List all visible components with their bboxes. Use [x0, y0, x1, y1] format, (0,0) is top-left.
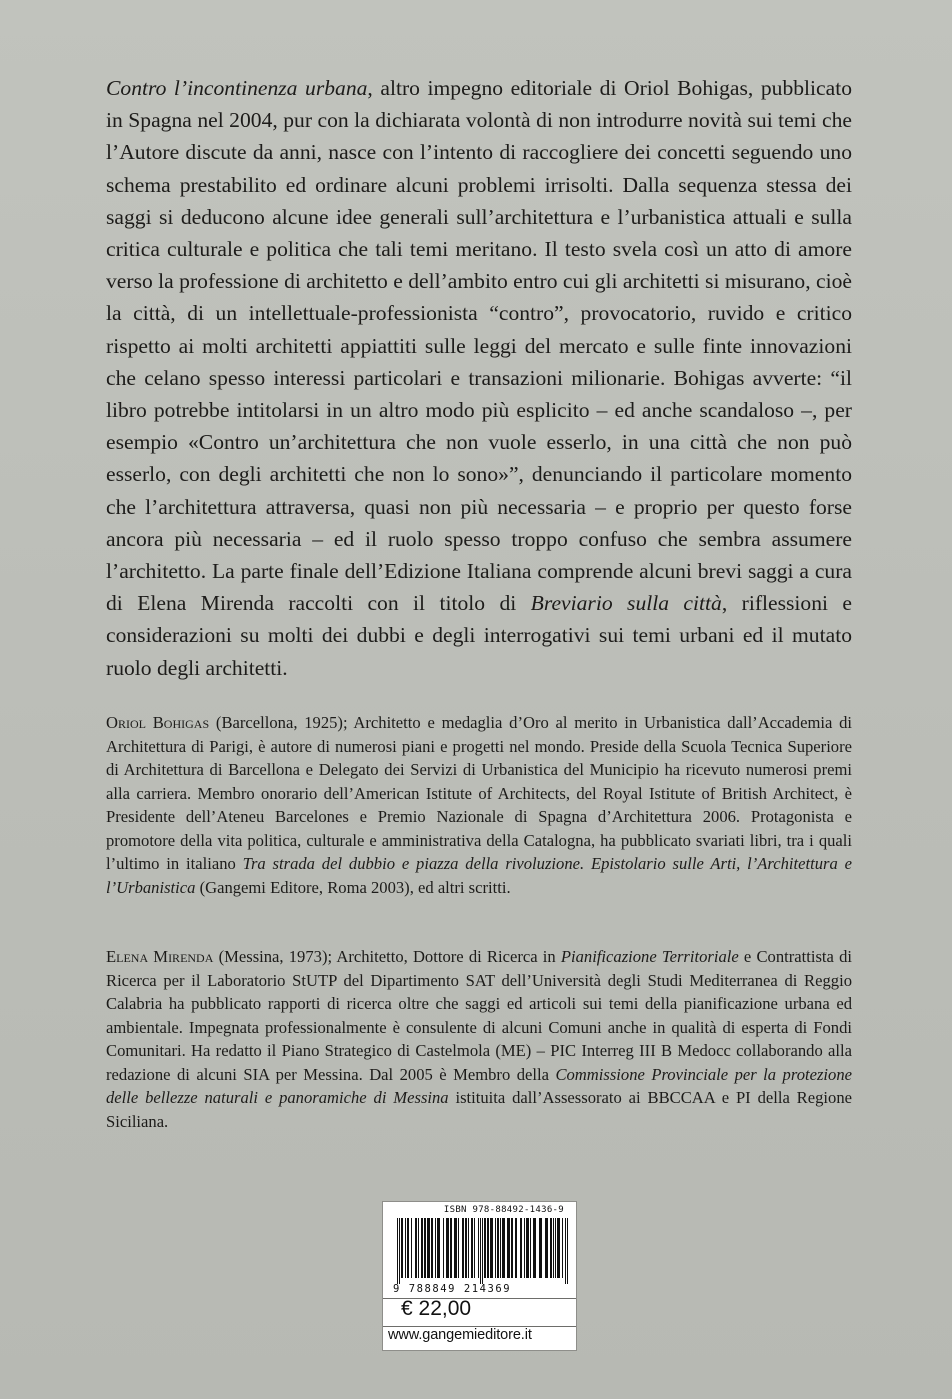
blurb-text-1: , altro impegno editoriale di Oriol Bohigas, pubblicato in Spagna nel 2004, pur con la dichiarata volontà di non introdurre novità sui temi che l’Autore discute da anni, nasce con l’intento di raccogliere dei concetti seguendo uno schema prestabilito ed ordinare alcuni problemi irrisolti. Dalla sequenza stessa dei saggi si deducono alcune idee generali sull’architettura e l’urbanistica attuali e sulla critica culturale e politica che tali temi meritano. Il testo svela così un atto di amore verso la professione di architetto e dell’ambito entro cui gli architetti si misurano, cioè la città, di un intellettuale-professionista “contro”, provocatorio, ruvido e critico rispetto ai molti architetti appiattiti sulle leggi del mercato e sulle finte innovazioni che celano spesso interessi particolari e transazioni milionarie. Bohigas avverte: “il libro potrebbe intitolarsi in un altro modo più esplicito – ed anche scandaloso –, per esempio «Contro un’architettura che non vuole esserlo, in una città che non può esserlo, con degli architetti che non lo sono»”, denunciando il particolare momento che l’architettura attraversa, quasi non più necessaria – e proprio per questo forse ancora più necessaria – ed il ruolo spesso troppo confuso che sembra assumere l’architetto. La parte finale dell’Edizione Italiana comprende alcuni brevi saggi a cura di Elena Mirenda raccolti con il titolo di [106, 76, 852, 616]
blurb-breviario-title: Breviario sulla città [530, 591, 722, 616]
book-blurb [106, 72, 852, 684]
author-name-mirenda: Elena Mirenda [106, 947, 214, 966]
bio-bohigas-book-title: Tra strada del dubbio e piazza della rivoluzione. Epistolario sulle Arti, l’Architettura e l’Urbanistica [106, 854, 852, 897]
bio-bohigas-text-2: (Gangemi Editore, Roma 2003), ed altri scritti. [195, 877, 511, 897]
author-name-bohigas: Oriol Bohigas [106, 713, 210, 732]
bio-mirenda-phd-title: Pianificazione Territoriale [560, 947, 739, 966]
ean-digits: 9 788849 214369 [393, 1283, 512, 1295]
blurb-text-2: , riflessioni e considerazioni su molti dei dubbi e degli interrogativi sui temi urbani ed il mutato ruolo degli architetti. [106, 591, 852, 680]
author-bio-bohigas [106, 711, 852, 899]
bio-mirenda-text-2: e Contrattista di Ricerca per il Laboratorio StUTP del Dipartimento SAT dell’Università degli Studi Mediterranea di Reggio Calabria ha pubblicato rapporti di ricerca oltre che saggi ed articoli sui temi della pianificazione urbana ed ambientale. Impegnata professionalmente è consulente di alcuni Comuni anche in qualità di esperta di Fondi Comunitari. Ha redatto il Piano Strategico di Castelmola (ME) – PIC Interreg III B Medocc collaborando alla redazione di alcuni SIA per Messina. Dal 2005 è Membro della [106, 947, 852, 1084]
author-bio-mirenda [106, 945, 852, 1133]
blurb-title: Contro l’incontinenza urbana [106, 76, 368, 100]
barcode-label [382, 1201, 577, 1351]
barcode-icon [397, 1218, 569, 1284]
isbn-number: ISBN 978-88492-1436-9 [443, 1205, 564, 1215]
price: € 22,00 [401, 1297, 472, 1320]
publisher-website: www.gangemieditore.it [388, 1327, 532, 1343]
bio-mirenda-commission: Commissione Provinciale per la protezione delle bellezze naturali e panoramiche di Messina [106, 1064, 852, 1108]
bio-bohigas-text-1: (Barcellona, 1925); Architetto e medaglia d’Oro al merito in Urbanistica dall’Accademia di Architettura di Parigi, è autore di numerosi piani e progetti nel mondo. Preside della Scuola Tecnica Superiore di Architettura di Barcellona e Delegato dei Servizi di Urbanistica del Municipio ha ricevuto numerosi premi alla carriera. Membro onorario dell’American Istitute of Architects, del Royal Istitute of British Architect, è Presidente dell’Ateneu Barcelones e Premio Nazionale di Spagna d’Architettura 2006. Protagonista e promotore della vita politica, culturale e amministrativa della Catalogna, ha pubblicato svariati libri, tra i quali l’ultimo in italiano [106, 713, 852, 874]
bio-mirenda-text-1: (Messina, 1973); Architetto, Dottore di Ricerca in [213, 947, 561, 966]
bio-mirenda-text-3: istituita dall’Assessorato ai BBCCAA e PI della Regione Siciliana. [106, 1088, 852, 1131]
